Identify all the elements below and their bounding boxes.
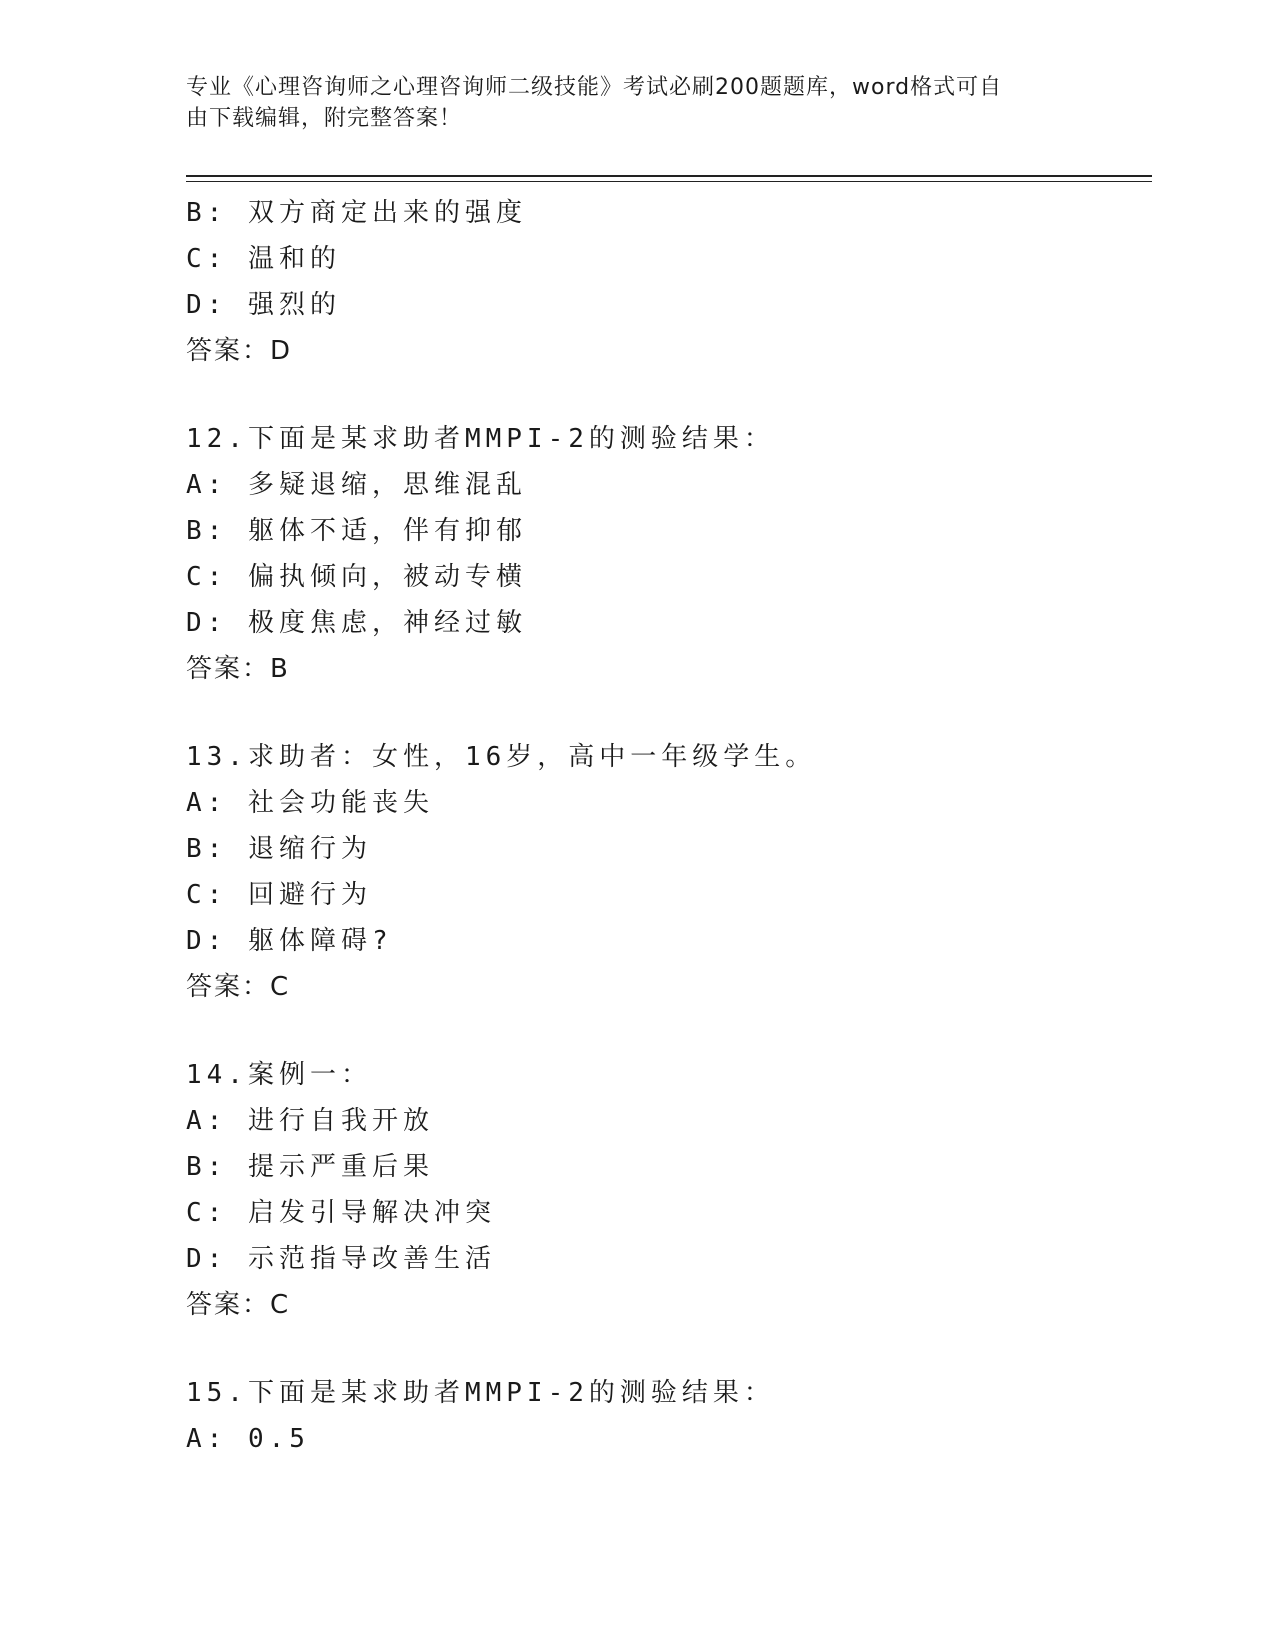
- question-list: [186, 190, 1152, 1462]
- question-stem: 15.下面是某求助者MMPI-2的测验结果：: [186, 1378, 775, 1408]
- option-b: B: 退缩行为: [186, 834, 372, 864]
- question-block: [186, 1052, 1152, 1328]
- option-b: B: 躯体不适，伴有抑郁: [186, 516, 527, 546]
- option-d: D: 躯体障碍?: [186, 926, 393, 956]
- question-stem: 14.案例一：: [186, 1060, 372, 1090]
- header-title-line-1: 专业《心理咨询师之心理咨询师二级技能》考试必刷200题题库，word格式可自: [186, 75, 1003, 100]
- document-header: [186, 72, 1066, 134]
- question-stem: 13.求助者：女性，16岁，高中一年级学生。: [186, 742, 817, 772]
- question-block: [186, 1370, 1152, 1462]
- option-c: C: 温和的: [186, 244, 341, 274]
- option-c: C: 启发引导解决冲突: [186, 1198, 496, 1228]
- answer-line: 答案：B: [186, 654, 290, 684]
- question-block: [186, 734, 1152, 1010]
- answer-line: 答案：C: [186, 1290, 291, 1320]
- option-b: B: 双方商定出来的强度: [186, 198, 527, 228]
- option-b: B: 提示严重后果: [186, 1152, 434, 1182]
- option-a: A: 进行自我开放: [186, 1106, 434, 1136]
- option-a: A: 多疑退缩，思维混乱: [186, 470, 527, 500]
- answer-line: 答案：D: [186, 336, 293, 366]
- option-c: C: 偏执倾向，被动专横: [186, 562, 527, 592]
- header-divider-thin: [186, 181, 1152, 182]
- option-a: A: 社会功能丧失: [186, 788, 434, 818]
- question-block: [186, 416, 1152, 692]
- option-d: D: 极度焦虑，神经过敏: [186, 608, 527, 638]
- option-a: A: 0.5: [186, 1424, 310, 1454]
- question-stem: 12.下面是某求助者MMPI-2的测验结果：: [186, 424, 775, 454]
- question-block: [186, 190, 1152, 374]
- option-c: C: 回避行为: [186, 880, 372, 910]
- answer-line: 答案：C: [186, 972, 291, 1002]
- header-title-line-2: 由下载编辑，附完整答案！: [186, 106, 463, 131]
- header-divider-thick: [186, 175, 1152, 177]
- option-d: D: 示范指导改善生活: [186, 1244, 496, 1274]
- option-d: D: 强烈的: [186, 290, 341, 320]
